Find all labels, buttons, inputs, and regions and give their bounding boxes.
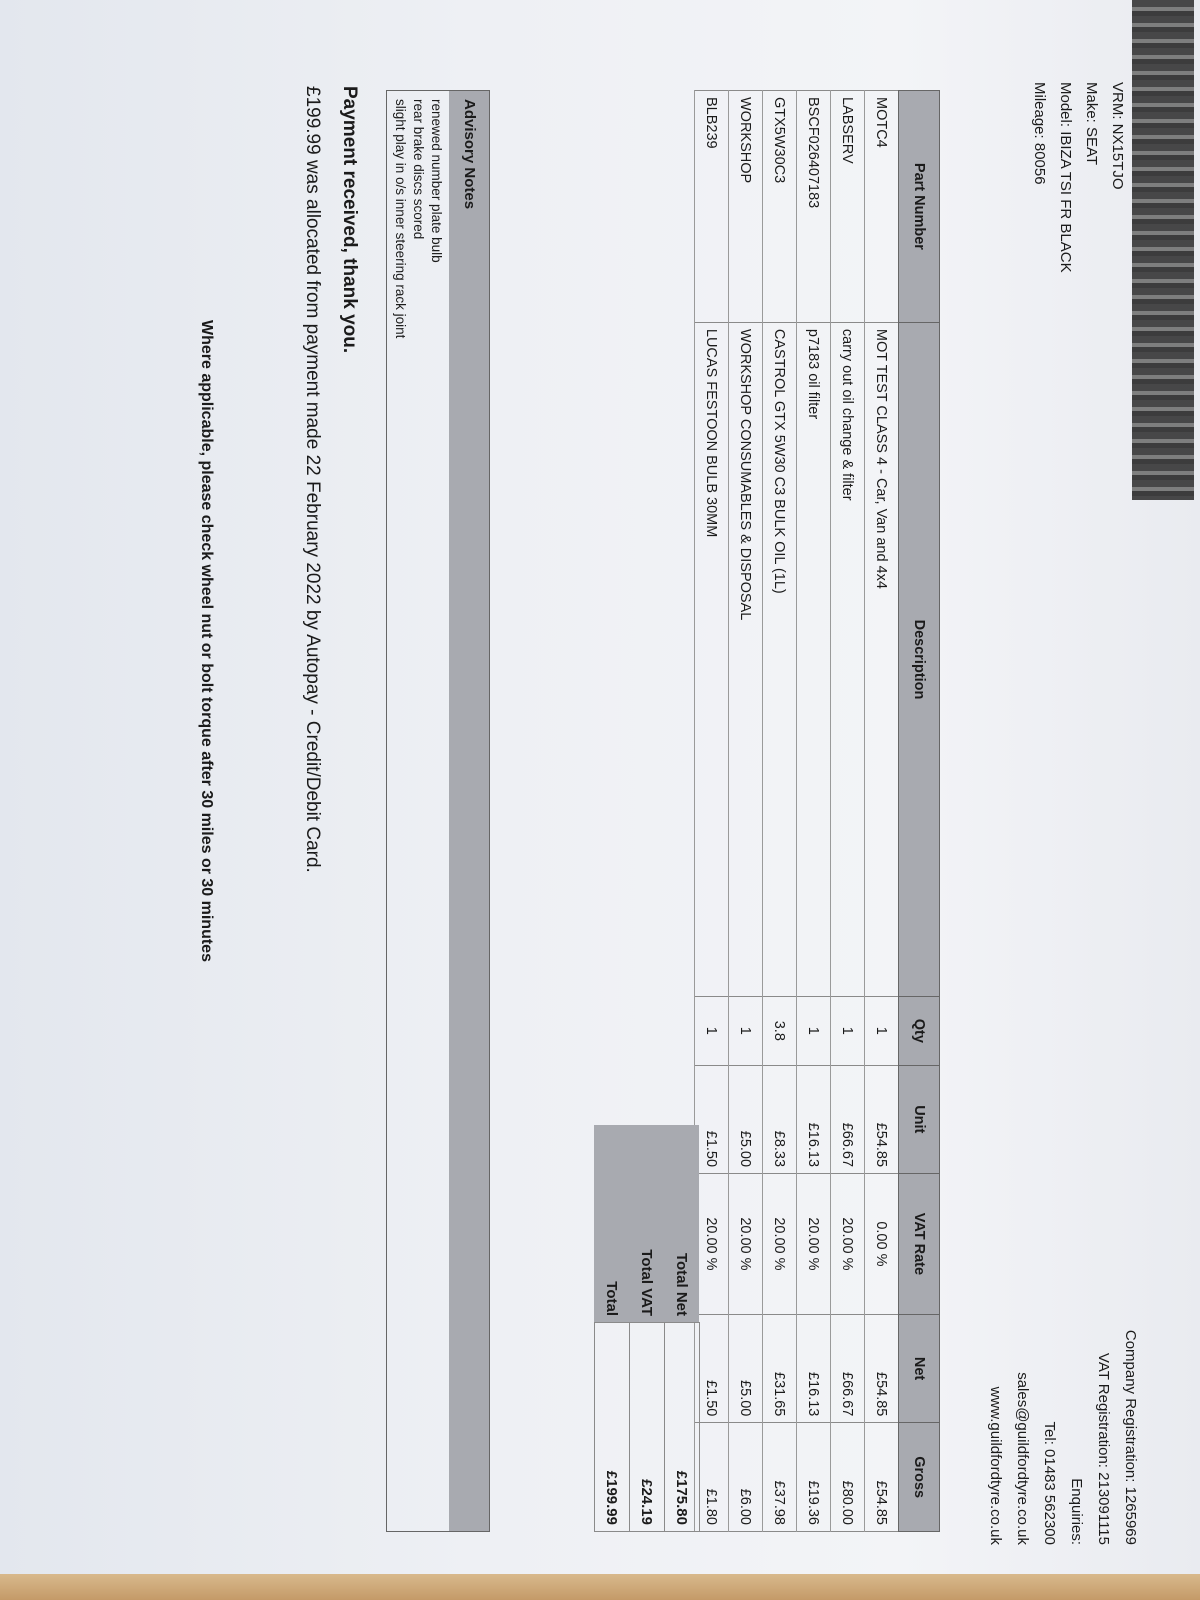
row-gross: £6.00 — [729, 1423, 763, 1532]
advisory-note: renewed number plate bulb — [429, 99, 444, 263]
row-part: LABSERV — [831, 91, 865, 323]
row-unit: £5.00 — [729, 1065, 763, 1174]
row-description: MOT TEST CLASS 4 - Car, Van and 4x4 — [865, 322, 899, 996]
row-part: BLB239 — [695, 91, 729, 323]
total-net-value: £175.80 — [665, 1323, 700, 1532]
total-net-label: Total Net — [665, 1125, 700, 1323]
payment-allocated: £199.99 was allocated from payment made 22 February 2022 by Autopay - Credit/Debit Card. — [302, 86, 323, 873]
row-vat: 20.00 % — [695, 1174, 729, 1315]
company-details — [982, 1020, 1144, 1545]
row-part: BSCF026407183 — [797, 91, 831, 323]
torque-notice: Where applicable, please check wheel nut or bolt torque after 30 miles or 30 minutes — [198, 320, 215, 962]
table-row — [865, 91, 899, 1532]
table-row — [763, 91, 797, 1532]
row-unit: £16.13 — [797, 1065, 831, 1174]
advisory-note: slight play in o/s inner steering rack joint — [393, 99, 408, 339]
row-qty: 1 — [729, 997, 763, 1065]
row-unit: £1.50 — [695, 1065, 729, 1174]
row-net: £54.85 — [865, 1314, 899, 1423]
header-part-number: Part Number — [899, 91, 940, 323]
total-label: Total — [595, 1125, 630, 1323]
vehicle-model: Model: IBIZA TSI FR BLACK — [1057, 82, 1074, 273]
totals-table — [594, 1125, 700, 1532]
payment-received: Payment received, thank you. — [339, 86, 360, 354]
row-net: £16.13 — [797, 1314, 831, 1423]
row-vat: 20.00 % — [729, 1174, 763, 1315]
table-row — [831, 91, 865, 1532]
company-web: www.guildfordtyre.co.uk — [987, 1386, 1004, 1545]
advisory-title: Advisory Notes — [449, 91, 489, 1531]
total-row — [595, 1125, 630, 1532]
row-gross: £1.80 — [695, 1423, 729, 1532]
company-registration: Company Registration: 1265969 — [1122, 1329, 1139, 1545]
enquiries-label: Enquiries: — [1068, 1478, 1085, 1545]
vehicle-vrm: VRM: NX15TJO — [1109, 82, 1126, 190]
row-net: £1.50 — [695, 1314, 729, 1423]
row-unit: £8.33 — [763, 1065, 797, 1174]
desk-surface — [0, 1574, 1200, 1600]
header-net: Net — [899, 1314, 940, 1423]
row-part: MOTC4 — [865, 91, 899, 323]
row-vat: 20.00 % — [831, 1174, 865, 1315]
advisory-notes — [386, 90, 490, 1532]
invoice-page — [20, 20, 1180, 1580]
row-description: carry out oil change & filter — [831, 322, 865, 996]
row-part: GTX5W30C3 — [763, 91, 797, 323]
table-row — [729, 91, 763, 1532]
row-unit: £54.85 — [865, 1065, 899, 1174]
row-gross: £37.98 — [763, 1423, 797, 1532]
row-gross: £80.00 — [831, 1423, 865, 1532]
row-description: LUCAS FESTOON BULB 30MM — [695, 322, 729, 996]
row-vat: 20.00 % — [763, 1174, 797, 1315]
row-net: £5.00 — [729, 1314, 763, 1423]
row-part: WORKSHOP — [729, 91, 763, 323]
row-vat: 0.00 % — [865, 1174, 899, 1315]
vehicle-make: Make: SEAT — [1083, 82, 1100, 166]
header-qty: Qty — [899, 997, 940, 1065]
row-qty: 1 — [797, 997, 831, 1065]
total-vat-value: £24.19 — [630, 1323, 665, 1532]
total-net-row — [665, 1125, 700, 1532]
vehicle-mileage: Mileage: 80056 — [1031, 82, 1048, 185]
total-value: £199.99 — [595, 1323, 630, 1532]
row-net: £31.65 — [763, 1314, 797, 1423]
parts-header-row — [899, 91, 940, 1532]
header-gross: Gross — [899, 1423, 940, 1532]
row-description: p7183 oil filter — [797, 322, 831, 996]
row-gross: £19.36 — [797, 1423, 831, 1532]
advisory-note: rear brake discs scored — [411, 99, 426, 240]
row-unit: £66.67 — [831, 1065, 865, 1174]
row-net: £66.67 — [831, 1314, 865, 1423]
company-tel: Tel: 01483 562300 — [1041, 1421, 1058, 1545]
parts-table — [694, 90, 940, 1532]
row-qty: 3.8 — [763, 997, 797, 1065]
total-vat-label: Total VAT — [630, 1125, 665, 1323]
advisory-lines — [387, 91, 449, 1531]
row-description: WORKSHOP CONSUMABLES & DISPOSAL — [729, 322, 763, 996]
row-qty: 1 — [831, 997, 865, 1065]
vat-registration: VAT Registration: 213091115 — [1095, 1352, 1112, 1545]
total-vat-row — [630, 1125, 665, 1532]
row-gross: £54.85 — [865, 1423, 899, 1532]
header-unit: Unit — [899, 1065, 940, 1174]
row-qty: 1 — [865, 997, 899, 1065]
vehicle-details — [1026, 82, 1130, 273]
header-description: Description — [899, 322, 940, 996]
row-qty: 1 — [695, 997, 729, 1065]
company-email: sales@guildfordtyre.co.uk — [1014, 1372, 1031, 1545]
table-row — [797, 91, 831, 1532]
row-description: CASTROL GTX 5W30 C3 BULK OIL (1L) — [763, 322, 797, 996]
row-vat: 20.00 % — [797, 1174, 831, 1315]
header-vat-rate: VAT Rate — [899, 1174, 940, 1315]
